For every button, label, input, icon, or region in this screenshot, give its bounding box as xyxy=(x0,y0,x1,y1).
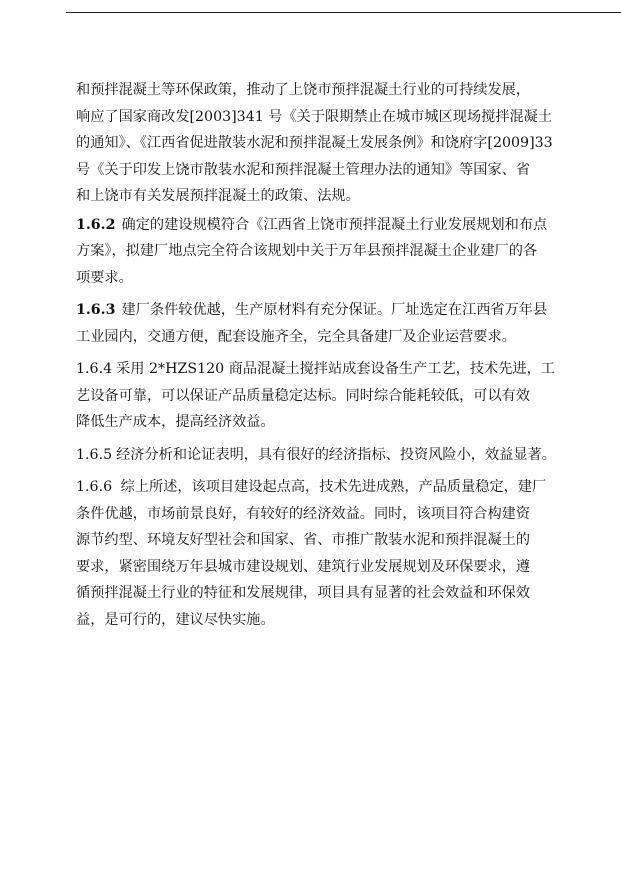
text-line xyxy=(76,442,556,469)
section-text: 经济分析和论证表明，具有很好的经济指标、投资风险小，效益显著。 xyxy=(116,446,556,463)
text-line: 降低生产成本，提高经济效益。 xyxy=(76,414,275,430)
section-text: 确定的建设规模符合《江西省上饶市预拌混凝土行业发展规划和布点 xyxy=(121,216,548,233)
text-line: 的通知》、《江西省促进散装水泥和预拌混凝土发展条例》和饶府字[2009]33 xyxy=(76,135,553,151)
section-text: 采用 2*HZS120 商品混凝土搅拌站成套设备生产工艺，技术先进，工 xyxy=(116,361,555,377)
section-1-6-3 xyxy=(76,297,550,350)
text-line: 和上饶市有关发展预拌混凝土的政策、法规。 xyxy=(76,188,360,204)
text-line: 要求，紧密围绕万年县城市建设规划、建筑行业发展规划及环保要求，遵 xyxy=(76,558,531,575)
section-number: 1.6.4 xyxy=(76,361,113,377)
section-1-6-6 xyxy=(76,474,550,633)
section-number: 1.6.6 xyxy=(76,479,113,495)
header-rule xyxy=(66,12,621,13)
text-line: 和预拌混凝土等环保政策，推动了上饶市预拌混凝土行业的可持续发展， xyxy=(76,82,531,98)
text-line xyxy=(76,297,550,324)
section-number: 1.6.3 xyxy=(76,302,116,318)
text-line: 条件优越，市场前景良好，有较好的经济效益。同时，该项目符合构建资 xyxy=(76,505,531,522)
text-line: 艺设备可靠，可以保证产品质量稳定达标。同时综合能耗较低，可以有效 xyxy=(76,387,531,404)
section-number: 1.6.5 xyxy=(76,446,113,463)
text-line: 工业园内，交通方便，配套设施齐全，完全具备建厂及企业运营要求。 xyxy=(76,328,516,345)
section-text: 综上所述，该项目建设起点高，技术先进成熟，产品质量稳定，建厂 xyxy=(116,479,547,495)
text-line: 源节约型、环境友好型社会和国家、省、市推广散装水泥和预拌混凝土的 xyxy=(76,532,531,548)
text-line: 循预拌混凝土行业的特征和发展规律，项目具有显著的社会效益和环保效 xyxy=(76,585,531,601)
text-line: 方案》，拟建厂地点完全符合该规划中关于万年县预拌混凝土企业建厂的各 xyxy=(76,243,538,259)
section-1-6-4 xyxy=(76,356,555,436)
text-line xyxy=(76,474,550,501)
section-text: 建厂条件较优越，生产原材料有充分保证。厂址选定在江西省万年县 xyxy=(121,302,548,318)
paragraph-intro xyxy=(76,77,553,210)
section-1-6-5 xyxy=(76,442,556,469)
text-line: 号《关于印发上饶市散装水泥和预拌混凝土管理办法的通知》等国家、省 xyxy=(76,161,531,178)
document-body xyxy=(76,77,556,636)
section-number: 1.6.2 xyxy=(76,216,116,233)
text-line: 益，是可行的，建议尽快实施。 xyxy=(76,611,275,628)
text-line: 项要求。 xyxy=(76,269,133,286)
text-line xyxy=(76,356,555,383)
section-1-6-2 xyxy=(76,212,550,292)
text-line: 响应了国家商改发[2003]341 号《关于限期禁止在城市城区现场搅拌混凝土 xyxy=(76,108,553,125)
text-line xyxy=(76,212,550,239)
